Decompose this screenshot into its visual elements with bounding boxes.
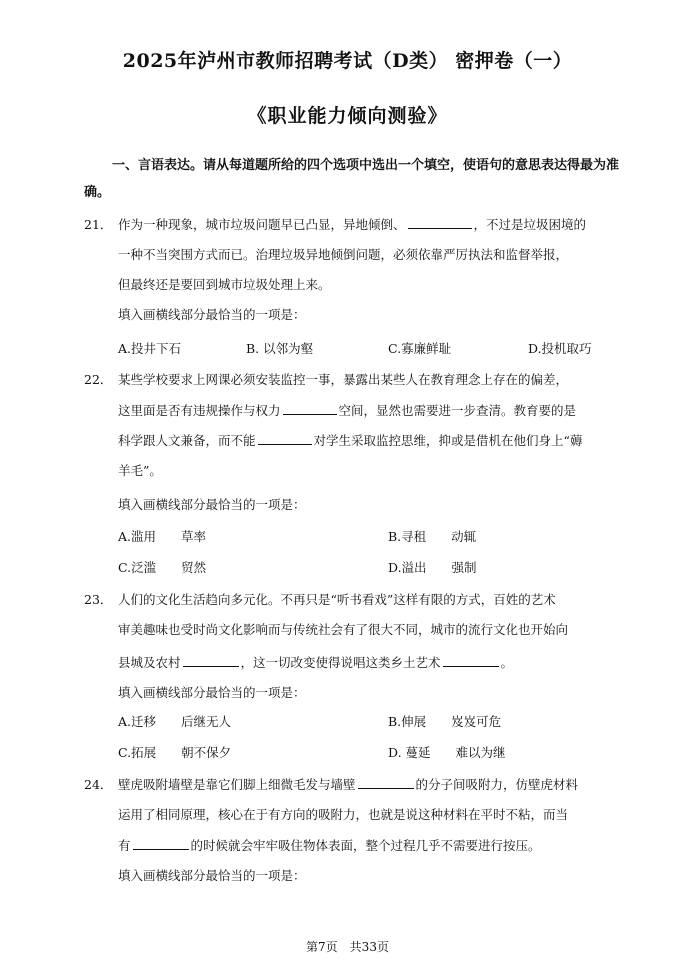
question-text: 审美趣味也受时尚文化影响而与传统社会有了很大不同，城市的流行文化也开始向 bbox=[118, 622, 569, 637]
section-heading: 一、言语表达。请从每道题所给的四个选项中选出一个填空，使语句的意思表达得最为准确。 bbox=[84, 158, 620, 200]
option-d: D. 蔓延 难以为继 bbox=[388, 745, 506, 760]
option-c: C.泛滥 贸然 bbox=[118, 560, 207, 575]
answer-blank bbox=[443, 654, 499, 667]
question-text: 科学跟人文兼备，而不能 对学生采取监控思维，抑或是借机在他们身上“薅 bbox=[118, 433, 583, 448]
question-number: 24． bbox=[84, 777, 113, 792]
question-prompt: 填入画横线部分最恰当的一项是： bbox=[118, 497, 306, 512]
question-text: 壁虎吸附墙壁是靠它们脚上细微毛发与墙壁 的分子间吸附力，仿壁虎材料 bbox=[118, 777, 579, 792]
question-text: 作为一种现象，城市垃圾问题早已凸显，异地倾倒、 ，不过是垃圾困境的 bbox=[118, 217, 587, 232]
answer-blank bbox=[408, 216, 472, 229]
option-b: B.伸展 岌岌可危 bbox=[388, 714, 502, 729]
option-b: B. 以邻为壑 bbox=[246, 341, 314, 356]
question-prompt: 填入画横线部分最恰当的一项是： bbox=[118, 868, 306, 883]
question-number: 22． bbox=[84, 372, 113, 387]
answer-blank bbox=[258, 432, 312, 445]
question-prompt: 填入画横线部分最恰当的一项是： bbox=[118, 685, 306, 700]
answer-blank bbox=[183, 654, 239, 667]
question-prompt: 填入画横线部分最恰当的一项是： bbox=[118, 307, 306, 322]
question-text: 县城及农村 ，这一切改变使得说唱这类乡土艺术 。 bbox=[118, 655, 514, 670]
question-number: 23． bbox=[84, 592, 113, 607]
answer-blank bbox=[283, 402, 337, 415]
question-text: 人们的文化生活趋向多元化。不再只是“听书看戏”这样有限的方式，百姓的艺术 bbox=[118, 592, 556, 607]
question-text: 一种不当突围方式而已。治理垃圾异地倾倒问题，必须依靠严厉执法和监督举报， bbox=[118, 247, 569, 262]
option-c: C.拓展 朝不保夕 bbox=[118, 745, 232, 760]
option-a: A.迁移 后继无人 bbox=[118, 714, 232, 729]
option-a: A.滥用 草率 bbox=[118, 529, 207, 544]
option-b: B.寻租 动辄 bbox=[388, 529, 477, 544]
page-title: 2025年泸州市教师招聘考试（D类） 密押卷（一） bbox=[122, 50, 573, 72]
answer-blank bbox=[133, 837, 189, 850]
question-text: 有 的时候就会牢牢吸住物体表面，整个过程几乎不需要进行按压。 bbox=[118, 838, 541, 853]
page-subtitle: 《职业能力倾向测验》 bbox=[247, 105, 448, 127]
question-text: 某些学校要求上网课必须安装监控一事，暴露出某些人在教育理念上存在的偏差， bbox=[118, 372, 569, 387]
page-footer: 第7页 共33页 bbox=[306, 940, 389, 954]
option-d: D.溢出 强制 bbox=[388, 560, 477, 575]
option-c: C.寡廉鲜耻 bbox=[388, 341, 452, 356]
option-d: D.投机取巧 bbox=[528, 341, 592, 356]
question-text: 运用了相同原理，核心在于有方向的吸附力，也就是说这种材料在平时不粘，而当 bbox=[118, 807, 569, 822]
question-text: 这里面是否有违规操作与权力 空间，显然也需要进一步查清。教育要的是 bbox=[118, 403, 577, 418]
answer-blank bbox=[358, 776, 414, 789]
option-a: A.投井下石 bbox=[118, 341, 182, 356]
question-number: 21． bbox=[84, 217, 113, 232]
question-text: 羊毛”。 bbox=[118, 463, 162, 478]
question-text: 但最终还是要回到城市垃圾处理上来。 bbox=[118, 277, 331, 292]
